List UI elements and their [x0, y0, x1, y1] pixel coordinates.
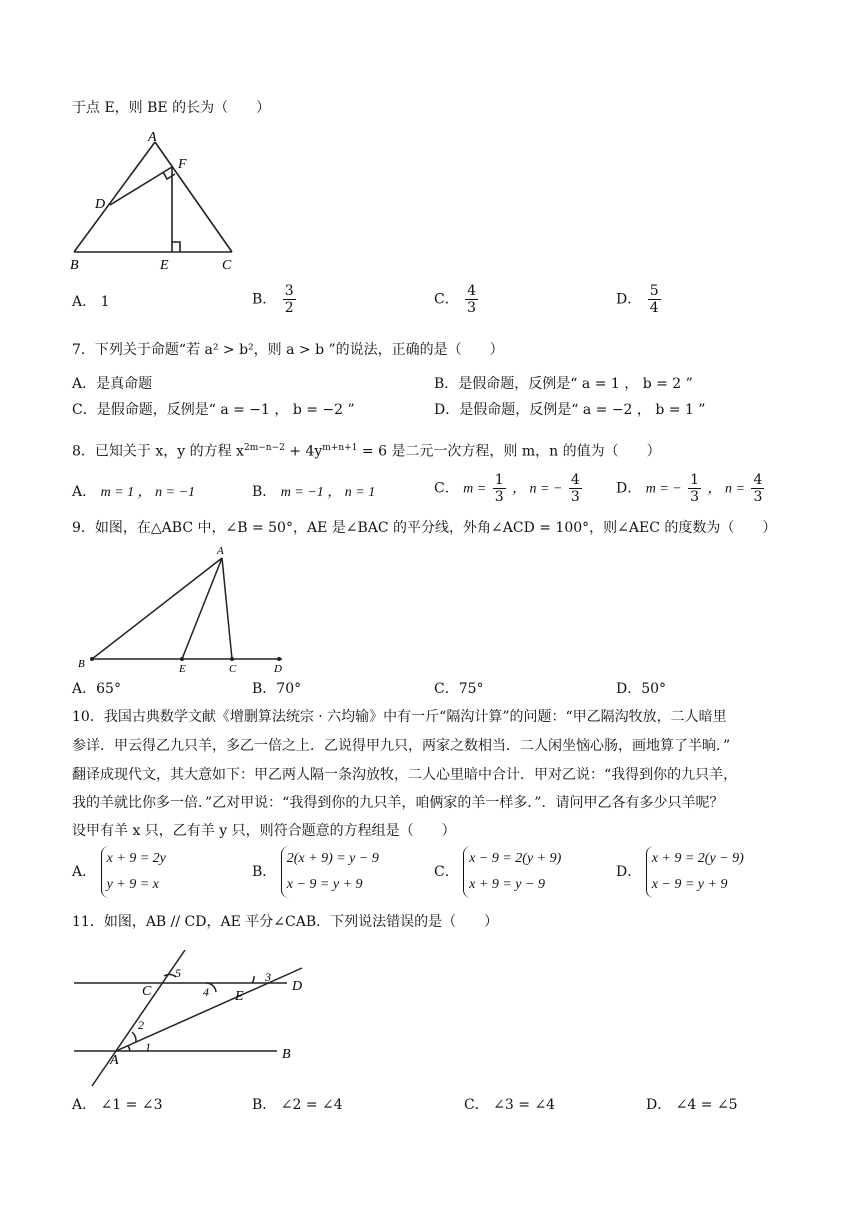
q6-label-D: D: [95, 197, 106, 212]
q9-option-a: A．65°: [72, 681, 121, 697]
q10-option-c: C． x − 9 = 2(y + 9) x + 9 = y − 9: [434, 846, 561, 898]
q6-label-A: A: [148, 130, 157, 145]
q11-angle-2: 2: [138, 1018, 144, 1032]
q9-label-E: E: [179, 663, 186, 675]
q9-stem: 9．如图，在△ABC 中，∠B = 50°，AE 是∠BAC 的平分线，外角∠ACD = 100°，则∠AEC 的度数为（ ）: [72, 520, 777, 536]
q9-label-C: C: [229, 663, 237, 675]
q6-figure: [60, 128, 245, 273]
q11-option-b: B． ∠2 = ∠4: [252, 1097, 343, 1113]
q6-label-B: B: [70, 258, 79, 273]
q11-label-B: B: [282, 1047, 291, 1062]
q11-angle-1: 1: [145, 1040, 151, 1054]
q11-label-C: C: [142, 984, 152, 999]
q9-option-c: C．75°: [434, 681, 484, 697]
q6-label-C: C: [222, 258, 232, 273]
q11-angle-5: 5: [175, 966, 181, 980]
q8-option-c: C． m = $\frac{1}{3}$ ， n = − $\frac{4}{3}$: [434, 472, 580, 505]
q9-option-d: D．50°: [616, 681, 667, 697]
q7-option-a: A．是真命题: [72, 376, 153, 392]
q9-label-D: D: [274, 663, 282, 675]
q8-stem: 8．已知关于 x，y 的方程 $x^{2m-n-2} + 4y^{m+n+1} = 6$ 是二元一次方程，则 m，n 的值为（ ）: [72, 443, 661, 460]
q10-option-b: B． 2(x + 9) = y − 9 x − 9 = y + 9: [252, 846, 379, 898]
q8-option-d: D． m = − $\frac{1}{3}$ ， n = $\frac{4}{3}$: [616, 472, 763, 505]
q11-label-E: E: [235, 989, 244, 1004]
q7-stem: 7．下列关于命题“若 a² > b²，则 a > b ”的说法，正确的是（ ）: [72, 342, 504, 358]
q6-stem: 于点 E，则 BE 的长为（ ）: [72, 100, 271, 116]
q11-angle-4: 4: [203, 985, 209, 999]
q6-label-F: F: [178, 157, 187, 172]
q7-option-c: C．是假命题，反例是“ a = −1 ， b = −2 ”: [72, 402, 355, 418]
q9-figure: [72, 542, 297, 677]
q10-line-5: 设甲有羊 x 只，乙有羊 y 只，则符合题意的方程组是（ ）: [72, 823, 456, 839]
q6-option-b: B． $\frac{3}{2}$: [252, 283, 294, 316]
q8-option-a: A． m = 1 ， n = −1: [72, 484, 196, 500]
q11-option-d: D． ∠4 = ∠5: [646, 1097, 738, 1113]
q10-option-a: A． x + 9 = 2y y + 9 = x: [72, 846, 166, 898]
q11-stem: 11．如图，AB // CD，AE 平分∠CAB．下列说法错误的是（ ）: [72, 914, 499, 930]
q11-figure: [72, 950, 332, 1090]
q8-option-b: B． m = −1 ， n = 1: [252, 484, 376, 500]
q10-line-3: 翻译成现代文，其大意如下：甲乙两人隔一条沟放牧，二人心里暗中合计．甲对乙说：“我得到你的九只羊，: [72, 767, 738, 783]
q6-option-c: C． $\frac{4}{3}$: [434, 283, 477, 316]
q6-option-d: D． $\frac{5}{4}$: [616, 283, 659, 316]
q9-option-b: B．70°: [252, 681, 302, 697]
q10-option-d: D． x + 9 = 2(y − 9) x − 9 = y + 9: [616, 846, 744, 898]
q11-option-c: C． ∠3 = ∠4: [464, 1097, 556, 1113]
q10-line-4: 我的羊就比你多一倍．”乙对甲说：“我得到你的九只羊，咱俩家的羊一样多．”．请问甲乙各有多少只羊呢？: [72, 795, 724, 811]
q7-option-b: B．是假命题，反例是“ a = 1 ， b = 2 ”: [434, 376, 693, 392]
q9-label-A: A: [217, 545, 224, 557]
q11-label-D: D: [292, 979, 303, 994]
q11-option-a: A． ∠1 = ∠3: [72, 1097, 163, 1113]
q7-option-d: D．是假命题，反例是“ a = −2 ， b = 1 ”: [434, 402, 706, 418]
q10-line-2: 参详．甲云得乙九只羊，多乙一倍之上．乙说得甲九只，两家之数相当．二人闲坐恼心肠，画地算了半晌．”: [72, 738, 731, 754]
q6-label-E: E: [160, 258, 169, 273]
q9-label-B: B: [78, 658, 85, 670]
q11-angle-3: 3: [265, 970, 271, 984]
q10-line-1: 10．我国古典数学文献《增删算法统宗 · 六均输》中有一斤“隔沟计算”的问题：“甲乙隔沟牧放，二人暗里: [72, 709, 727, 725]
q11-label-A: A: [110, 1053, 119, 1068]
q6-option-a: A． 1: [72, 294, 110, 310]
